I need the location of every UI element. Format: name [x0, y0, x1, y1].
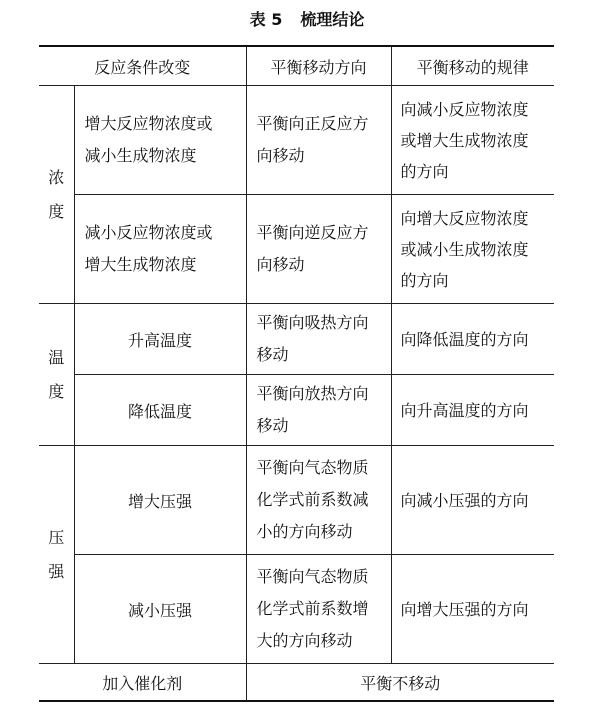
condition-cell: 增大压强	[74, 446, 246, 555]
table-row	[39, 446, 554, 555]
header-row	[39, 46, 554, 86]
direction-cell: 平衡向气态物质 化学式前系数增 大的方向移动	[246, 555, 391, 664]
table-caption	[0, 8, 614, 32]
condition-cell: 升高温度	[74, 304, 246, 375]
table-row	[39, 195, 554, 304]
table-number: 表 5	[249, 10, 283, 29]
rule-cell: 向增大反应物浓度 或减小生成物浓度 的方向	[391, 195, 554, 304]
condition-cell: 减小反应物浓度或 增大生成物浓度	[74, 195, 246, 304]
condition-cell: 降低温度	[74, 375, 246, 446]
table-row	[39, 304, 554, 375]
table-row	[39, 375, 554, 446]
direction-cell: 平衡向放热方向 移动	[246, 375, 391, 446]
direction-cell: 平衡向正反应方 向移动	[246, 86, 391, 195]
condition-cell: 增大反应物浓度或 减小生成物浓度	[74, 86, 246, 195]
direction-cell: 平衡向吸热方向 移动	[246, 304, 391, 375]
group-label-pressure: 压 强	[39, 446, 74, 664]
table-title: 梳理结论	[300, 10, 365, 29]
rule-cell: 向减小压强的方向	[391, 446, 554, 555]
group-label-temperature: 温 度	[39, 304, 74, 446]
rule-cell: 向升高温度的方向	[391, 375, 554, 446]
condition-cell: 减小压强	[74, 555, 246, 664]
catalyst-result: 平衡不移动	[246, 664, 554, 702]
catalyst-row	[39, 664, 554, 702]
header-condition: 反应条件改变	[39, 46, 246, 86]
rule-cell: 向增大压强的方向	[391, 555, 554, 664]
rule-cell: 向降低温度的方向	[391, 304, 554, 375]
header-rule: 平衡移动的规律	[391, 46, 554, 86]
table-row	[39, 86, 554, 195]
rule-cell: 向减小反应物浓度 或增大生成物浓度 的方向	[391, 86, 554, 195]
table-row	[39, 555, 554, 664]
group-label-concentration: 浓 度	[39, 86, 74, 304]
header-direction: 平衡移动方向	[246, 46, 391, 86]
direction-cell: 平衡向逆反应方 向移动	[246, 195, 391, 304]
direction-cell: 平衡向气态物质 化学式前系数减 小的方向移动	[246, 446, 391, 555]
conclusion-table	[39, 45, 554, 702]
catalyst-condition: 加入催化剂	[39, 664, 246, 702]
